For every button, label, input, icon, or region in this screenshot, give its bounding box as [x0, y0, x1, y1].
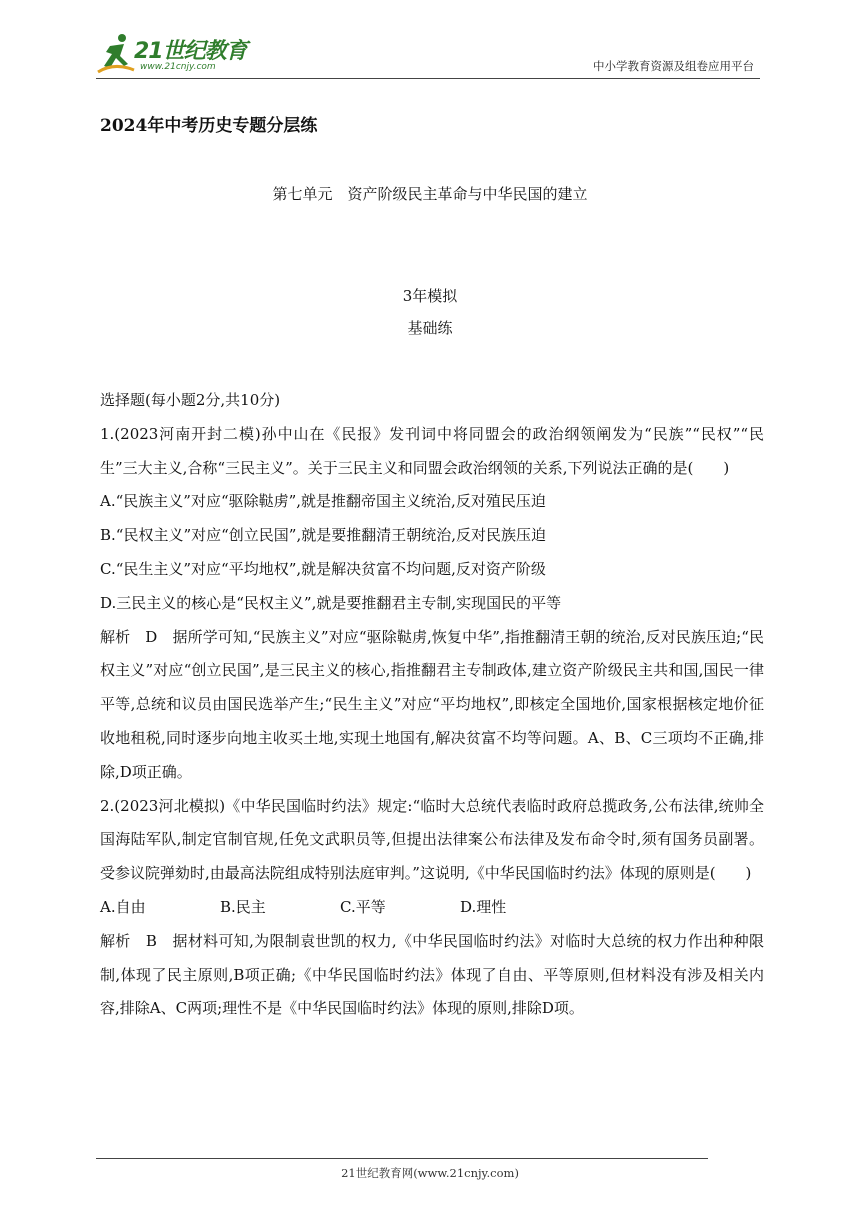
footer-divider — [96, 1158, 708, 1159]
runner-icon — [96, 32, 136, 76]
unit-title: 第七单元 资产阶级民主革命与中华民国的建立 — [272, 185, 588, 203]
logo-text: 21世纪教育 — [134, 39, 247, 64]
page-header — [96, 32, 760, 78]
question-1-analysis: 解析 D 据所学可知,“民族主义”对应“驱除鞑虏,恢复中华”,指推翻清王朝的统治,反对民族压迫;“民权主义”对应“创立民国”,是三民主义的核心,指推翻君主专制政体,建立资产阶级民主共和国,国民一律平等,总统和议员由国民选举产生;“民生主义”对应“平均地权”,即核定全国地价,国家根据核定地价征收地租税,同时逐步向地主收买土地,实现土地国有,解决贫富不均等问题。A、B、C三项均不正确,排除,D项正确。 — [100, 627, 764, 781]
document-title: 2024年中考历史专题分层练 — [100, 116, 318, 136]
question-1-option-b: B.“民权主义”对应“创立民国”,就是要推翻清王朝统治,反对民族压迫 — [100, 526, 547, 545]
section-level: 基础练 — [407, 319, 453, 337]
header-divider — [96, 78, 760, 79]
question-1-option-c: C.“民生主义”对应“平均地权”,就是解决贫富不均问题,反对资产阶级 — [100, 559, 546, 578]
question-2-analysis: 解析 B 据材料可知,为限制袁世凯的权力,《中华民国临时约法》对临时大总统的权力作出种种限制,体现了民主原则,B项正确;《中华民国临时约法》体现了自由、平等原则,但材料没有涉及相关内容,排除A、C两项;理性不是《中华民国临时约法》体现的原则,排除D项。 — [100, 931, 764, 1018]
question-1-option-d: D.三民主义的核心是“民权主义”,就是要推翻君主专制,实现国民的平等 — [100, 593, 562, 612]
question-1-stem: 1.(2023河南开封二模)孙中山在《民报》发刊词中将同盟会的政治纲领阐发为“民族”“民权”“民生”三大主义,合称“三民主义”。关于三民主义和同盟会政治纲领的关系,下列说法正确的是( ) — [100, 424, 764, 477]
question-content — [100, 384, 764, 1026]
header-platform-text: 中小学教育资源及组卷应用平台 — [593, 59, 754, 73]
question-2-options — [100, 891, 764, 925]
question-2-option-d: D.理性 — [460, 897, 507, 916]
question-2-stem: 2.(2023河北模拟)《中华民国临时约法》规定:“临时大总统代表临时政府总揽政务,公布法律,统帅全国海陆军队,制定官制官规,任免文武职员等,但提出法律案公布法律及发布命令时,须有国务员副署。受参议院弹劾时,由最高法院组成特别法庭审判。”这说明,《中华民国临时约法》体现的原则是( ) — [100, 796, 764, 883]
question-2-option-a: A.自由 — [100, 897, 146, 916]
logo-url: www.21cnjy.com — [140, 62, 216, 72]
section-header: 选择题(每小题2分,共10分) — [100, 391, 281, 409]
question-2-option-b: B.民主 — [220, 897, 266, 916]
footer-text: 21世纪教育网(www.21cnjy.com) — [341, 1166, 519, 1180]
question-2-option-c: C.平等 — [340, 897, 386, 916]
question-1-option-a: A.“民族主义”对应“驱除鞑虏”,就是推翻帝国主义统治,反对殖民压迫 — [100, 492, 546, 511]
section-years: 3年模拟 — [402, 287, 458, 305]
logo — [96, 32, 266, 78]
